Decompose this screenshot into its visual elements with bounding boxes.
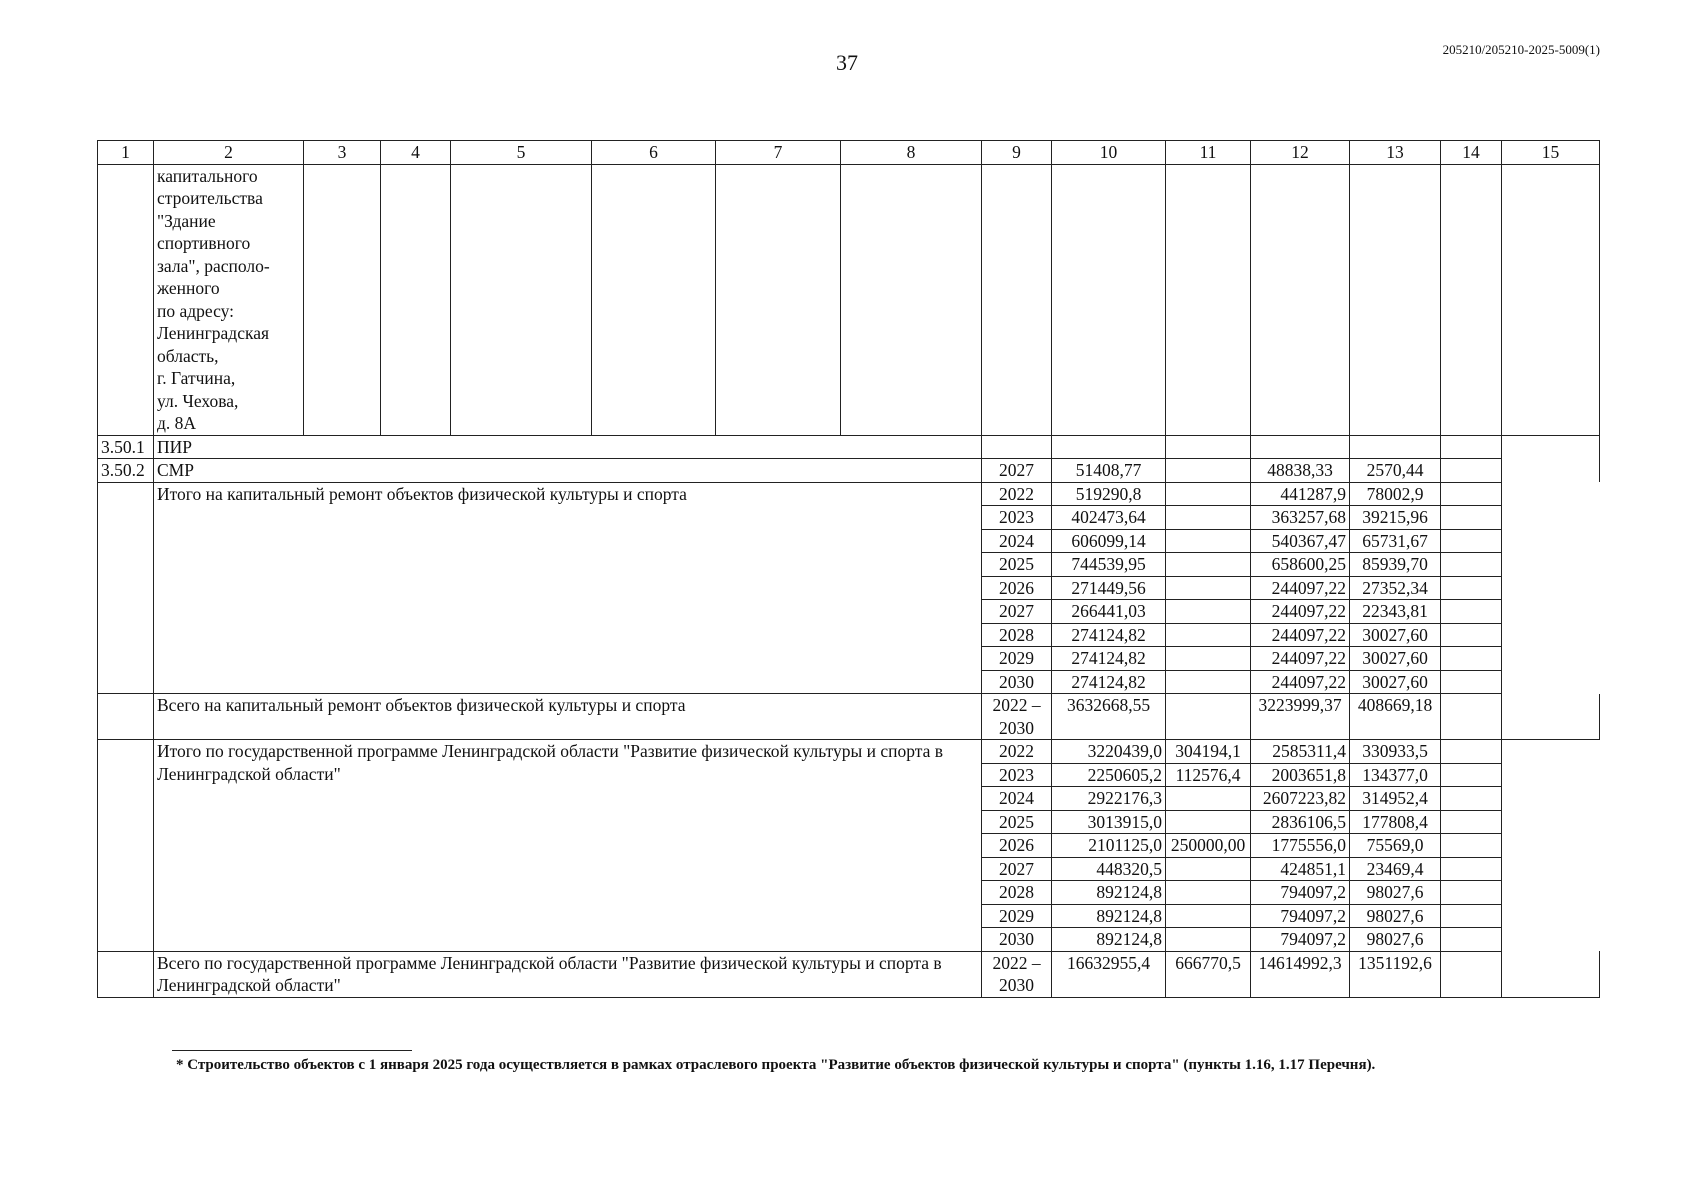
object-name-line: Ленинградская <box>157 323 270 343</box>
table-cell <box>982 164 1052 435</box>
object-name-line: "Здание <box>157 210 216 231</box>
table-cell <box>98 740 154 952</box>
row-pir <box>98 435 1600 459</box>
table-cell <box>1441 482 1502 506</box>
year-cell: 2024 <box>982 529 1052 553</box>
value-col11: 304194,1 <box>1166 740 1251 764</box>
object-name-line: д. 8А <box>157 413 197 433</box>
section-label: Итого на капитальный ремонт объектов физической культуры и спорта <box>154 482 982 694</box>
table-cell <box>841 164 982 435</box>
table-cell <box>1441 576 1502 600</box>
object-name-line: по адресу: <box>157 300 235 321</box>
value-col13: 177808,4 <box>1350 810 1441 834</box>
value-col11 <box>1166 694 1251 740</box>
row-number: 3.50.2 <box>98 459 154 483</box>
table-cell <box>1502 694 1600 740</box>
year-cell: 2028 <box>982 623 1052 647</box>
value-col12: 540367,47 <box>1251 529 1350 553</box>
table-cell <box>1441 529 1502 553</box>
value-col13: 330933,5 <box>1350 740 1441 764</box>
value-col13: 75569,0 <box>1350 834 1441 858</box>
column-number-header: 11 <box>1166 141 1251 165</box>
value-total: 274124,82 <box>1052 623 1166 647</box>
value-col12: 244097,22 <box>1251 623 1350 647</box>
value-col12: 2003651,8 <box>1251 763 1350 787</box>
value-col11 <box>1166 670 1251 694</box>
value-col12: 794097,2 <box>1251 928 1350 952</box>
object-name-line: г. Гатчина, <box>157 368 236 388</box>
year-cell: 2027 <box>982 857 1052 881</box>
object-name-line: область, <box>157 345 219 366</box>
table-cell <box>1441 647 1502 671</box>
value-col13: 314952,4 <box>1350 787 1441 811</box>
value-col12: 244097,22 <box>1251 576 1350 600</box>
value-col12: 244097,22 <box>1251 600 1350 624</box>
object-name-line: строительства <box>157 188 263 208</box>
table-cell <box>1441 928 1502 952</box>
value-col11 <box>1166 482 1251 506</box>
value-col12: 424851,1 <box>1251 857 1350 881</box>
table-cell <box>98 482 154 694</box>
column-number-header: 9 <box>982 141 1052 165</box>
value-col13: 134377,0 <box>1350 763 1441 787</box>
row-number: 3.50.1 <box>98 435 154 459</box>
year-cell: 2023 <box>982 506 1052 530</box>
year-cell: 2027 <box>982 600 1052 624</box>
value-col13: 1351192,6 <box>1350 951 1441 997</box>
vsego-program-row <box>98 951 1600 997</box>
column-number-header: 4 <box>381 141 451 165</box>
value-col12: 1775556,0 <box>1251 834 1350 858</box>
year-cell: 2024 <box>982 787 1052 811</box>
total-label: Всего по государственной программе Ленинградской области "Развитие физической культуры и спорта в Ленинградской области" <box>154 951 982 997</box>
value-col11 <box>1166 647 1251 671</box>
object-name <box>154 164 304 435</box>
year-cell: 2022 <box>982 482 1052 506</box>
document-id: 205210/205210-2025-5009(1) <box>1442 42 1600 57</box>
year-cell: 2025 <box>982 810 1052 834</box>
section-label: Итого по государственной программе Ленинградской области "Развитие физической культуры и спорта в Ленинградской области" <box>154 740 982 952</box>
value-col11 <box>1166 881 1251 905</box>
table-cell <box>1441 459 1502 483</box>
value-total: 892124,8 <box>1052 881 1166 905</box>
value-total: 744539,95 <box>1052 553 1166 577</box>
column-number-header: 12 <box>1251 141 1350 165</box>
value-total: 519290,8 <box>1052 482 1166 506</box>
value-col13: 30027,60 <box>1350 623 1441 647</box>
table-cell <box>1441 740 1502 764</box>
table-cell <box>98 694 154 740</box>
value-col11 <box>1166 459 1251 483</box>
column-number-header: 15 <box>1502 141 1600 165</box>
table-cell <box>98 164 154 435</box>
column-number-header: 6 <box>592 141 716 165</box>
footnote-separator <box>172 1050 412 1051</box>
column-number-header: 14 <box>1441 141 1502 165</box>
table-cell <box>1441 763 1502 787</box>
value-col13: 98027,6 <box>1350 904 1441 928</box>
value-col13: 2570,44 <box>1350 459 1441 483</box>
table-cell <box>1441 881 1502 905</box>
value-total: 16632955,4 <box>1052 951 1166 997</box>
table-cell <box>1441 810 1502 834</box>
header-row <box>98 141 1600 165</box>
table-cell <box>1441 951 1502 997</box>
value-col11 <box>1166 928 1251 952</box>
value-total: 892124,8 <box>1052 928 1166 952</box>
value-col11 <box>1166 576 1251 600</box>
table-cell <box>1251 435 1350 459</box>
table-cell <box>1441 670 1502 694</box>
value-col11: 112576,4 <box>1166 763 1251 787</box>
value-total: 51408,77 <box>1052 459 1166 483</box>
year-range-start: 2022 – <box>992 695 1041 715</box>
table-cell <box>451 164 592 435</box>
year-range-end: 2030 <box>999 717 1034 738</box>
table-cell <box>1166 435 1251 459</box>
funding-table <box>97 140 1600 998</box>
table-cell <box>1441 904 1502 928</box>
year-range-end: 2030 <box>999 975 1034 995</box>
table-cell <box>1441 553 1502 577</box>
year-cell: 2025 <box>982 553 1052 577</box>
value-col11 <box>1166 623 1251 647</box>
value-col11 <box>1166 904 1251 928</box>
table-cell <box>1052 164 1166 435</box>
value-col11: 250000,00 <box>1166 834 1251 858</box>
value-total: 274124,82 <box>1052 670 1166 694</box>
value-total: 3632668,55 <box>1052 694 1166 740</box>
value-total: 892124,8 <box>1052 904 1166 928</box>
table-cell <box>1052 435 1166 459</box>
page-number: 37 <box>836 50 858 75</box>
value-total: 271449,56 <box>1052 576 1166 600</box>
value-col12: 14614992,3 <box>1251 951 1350 997</box>
table-cell <box>1441 623 1502 647</box>
value-total: 2250605,2 <box>1052 763 1166 787</box>
year-cell: 2028 <box>982 881 1052 905</box>
year-cell: 2030 <box>982 928 1052 952</box>
itogo-remont-row <box>98 482 1600 506</box>
value-col12: 2607223,82 <box>1251 787 1350 811</box>
value-col11 <box>1166 506 1251 530</box>
value-col13: 22343,81 <box>1350 600 1441 624</box>
object-name-line: ул. Чехова, <box>157 390 239 411</box>
value-col11: 666770,5 <box>1166 951 1251 997</box>
table-cell <box>1441 787 1502 811</box>
value-col13: 30027,60 <box>1350 670 1441 694</box>
value-col11 <box>1166 810 1251 834</box>
column-number-header: 10 <box>1052 141 1166 165</box>
value-total: 606099,14 <box>1052 529 1166 553</box>
value-col12: 2585311,4 <box>1251 740 1350 764</box>
value-col13: 408669,18 <box>1350 694 1441 740</box>
value-total: 3013915,0 <box>1052 810 1166 834</box>
row-smr <box>98 459 1600 483</box>
total-label: Всего на капитальный ремонт объектов физической культуры и спорта <box>154 694 982 740</box>
object-name-line: женного <box>157 278 220 298</box>
value-total: 274124,82 <box>1052 647 1166 671</box>
object-row <box>98 164 1600 435</box>
object-name-line: спортивного <box>157 233 251 253</box>
value-col11 <box>1166 600 1251 624</box>
value-total: 2922176,3 <box>1052 787 1166 811</box>
value-col13: 65731,67 <box>1350 529 1441 553</box>
table-cell <box>381 164 451 435</box>
value-col11 <box>1166 857 1251 881</box>
year-cell: 2030 <box>982 670 1052 694</box>
table-cell <box>1441 857 1502 881</box>
value-col13: 39215,96 <box>1350 506 1441 530</box>
value-total: 402473,64 <box>1052 506 1166 530</box>
table-cell <box>1502 951 1600 997</box>
table-cell <box>1441 506 1502 530</box>
value-col12: 363257,68 <box>1251 506 1350 530</box>
table-cell <box>98 951 154 997</box>
year-cell: 2022 <box>982 740 1052 764</box>
year-cell: 2023 <box>982 763 1052 787</box>
year-cell: 2029 <box>982 647 1052 671</box>
table-cell <box>1502 459 1600 483</box>
itogo-program-row <box>98 740 1600 764</box>
table-cell <box>1251 164 1350 435</box>
year-cell: 2027 <box>982 459 1052 483</box>
table-cell <box>1350 435 1441 459</box>
column-number-header: 3 <box>304 141 381 165</box>
value-col12: 658600,25 <box>1251 553 1350 577</box>
value-total: 448320,5 <box>1052 857 1166 881</box>
value-col11 <box>1166 529 1251 553</box>
column-number-header: 7 <box>716 141 841 165</box>
value-col12: 2836106,5 <box>1251 810 1350 834</box>
table-cell <box>1166 164 1251 435</box>
table-cell <box>1441 164 1502 435</box>
table-cell <box>982 435 1052 459</box>
vsego-remont-row <box>98 694 1600 740</box>
table-cell <box>1441 834 1502 858</box>
value-col11 <box>1166 553 1251 577</box>
year-cell: 2026 <box>982 834 1052 858</box>
value-col11 <box>1166 787 1251 811</box>
table-cell <box>1441 600 1502 624</box>
value-col13: 98027,6 <box>1350 881 1441 905</box>
value-total: 2101125,0 <box>1052 834 1166 858</box>
value-col12: 794097,2 <box>1251 881 1350 905</box>
column-number-header: 2 <box>154 141 304 165</box>
year-range-cell <box>982 694 1052 740</box>
value-col12: 244097,22 <box>1251 670 1350 694</box>
object-name-line: зала", располо- <box>157 255 270 276</box>
table-cell <box>1350 164 1441 435</box>
column-number-header: 13 <box>1350 141 1441 165</box>
value-col12: 48838,33 <box>1251 459 1350 483</box>
value-col13: 27352,34 <box>1350 576 1441 600</box>
row-label: СМР <box>154 459 982 483</box>
year-cell: 2029 <box>982 904 1052 928</box>
value-col12: 244097,22 <box>1251 647 1350 671</box>
value-col13: 78002,9 <box>1350 482 1441 506</box>
value-col13: 85939,70 <box>1350 553 1441 577</box>
table-cell <box>592 164 716 435</box>
value-col12: 794097,2 <box>1251 904 1350 928</box>
column-number-header: 8 <box>841 141 982 165</box>
object-name-line: капитального <box>157 165 258 186</box>
value-col12: 3223999,37 <box>1251 694 1350 740</box>
column-number-header: 5 <box>451 141 592 165</box>
table-cell <box>1502 164 1600 435</box>
footnote: * Строительство объектов с 1 января 2025 года осуществляется в рамках отраслевого проекта "Развитие объектов физической культуры и спорта" (пункты 1.16, 1.17 Перечня). <box>176 1057 1376 1073</box>
table-cell <box>1502 740 1600 952</box>
row-label: ПИР <box>154 435 982 459</box>
value-total: 3220439,0 <box>1052 740 1166 764</box>
table-cell <box>1441 694 1502 740</box>
value-total: 266441,03 <box>1052 600 1166 624</box>
year-range-cell <box>982 951 1052 997</box>
value-col12: 441287,9 <box>1251 482 1350 506</box>
column-number-header: 1 <box>98 141 154 165</box>
value-col13: 30027,60 <box>1350 647 1441 671</box>
table-cell <box>1502 482 1600 694</box>
table-cell <box>1502 435 1600 459</box>
value-col13: 98027,6 <box>1350 928 1441 952</box>
table-cell <box>716 164 841 435</box>
table-cell <box>304 164 381 435</box>
value-col13: 23469,4 <box>1350 857 1441 881</box>
year-cell: 2026 <box>982 576 1052 600</box>
year-range-start: 2022 – <box>992 952 1041 973</box>
table-cell <box>1441 435 1502 459</box>
